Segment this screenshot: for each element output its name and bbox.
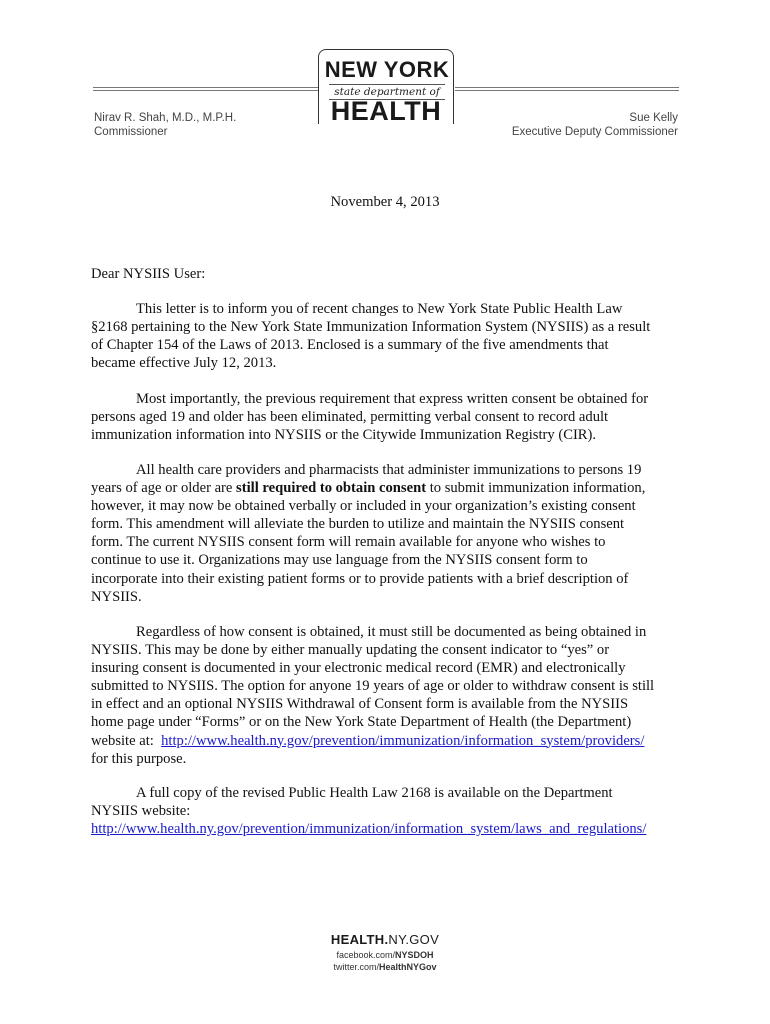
paragraph-line: insuring consent is documented in your electronic medical record (EMR) and electronically: [91, 660, 626, 677]
paragraph-line: in effect and an optional NYSIIS Withdrawal of Consent form is available from the NYSIIS: [91, 696, 629, 713]
paragraph-line: became effective July 12, 2013.: [91, 355, 277, 372]
laws-regulations-link[interactable]: http://www.health.ny.gov/prevention/immunization/information_system/laws_and_regulations/: [91, 821, 647, 838]
paragraph-line: of Chapter 154 of the Laws of 2013. Enclosed is a summary of the five amendments that: [91, 337, 609, 354]
paragraph-5: [91, 784, 681, 838]
providers-page-link[interactable]: http://www.health.ny.gov/prevention/immunization/information_system/providers/: [161, 732, 645, 749]
twitter-prefix: twitter.com/: [333, 962, 379, 972]
paragraph-line: for this purpose.: [91, 750, 187, 767]
footer: [0, 931, 770, 973]
paragraph-line: however, it may now be obtained verbally or included in your organization’s existing consent: [91, 498, 636, 515]
paragraph-1: [91, 300, 681, 372]
paragraph-line: Regardless of how consent is obtained, it must still be documented as being obtained in: [136, 624, 647, 640]
twitter-handle: HealthNYGov: [379, 962, 437, 972]
paragraph-line: This letter is to inform you of recent changes to New York State Public Health Law: [136, 301, 623, 317]
footer-website[interactable]: [0, 931, 770, 949]
paragraph-line: All health care providers and pharmacists that administer immunizations to persons 19: [136, 462, 642, 478]
text-run: website at:: [91, 732, 162, 749]
paragraph-line: NYSIIS.: [91, 588, 142, 605]
logo-new-york: NEW YORK: [324, 57, 450, 82]
paragraph-line: form. The current NYSIIS consent form will remain available for anyone who wishes to: [91, 534, 606, 551]
logo-health: HEALTH: [330, 96, 442, 126]
paragraph-line: [91, 479, 681, 497]
footer-twitter[interactable]: [0, 961, 770, 973]
paragraph-4: [91, 623, 681, 768]
deputy-title: Executive Deputy Commissioner: [511, 126, 678, 138]
footer-brand-rest: NY.GOV: [388, 932, 440, 947]
salutation: Dear NYSIIS User:: [91, 266, 206, 282]
paragraph-line: submitted to NYSIIS. The option for anyone 19 years of age or older to withdraw consent is still: [91, 678, 655, 695]
facebook-prefix: facebook.com/: [336, 950, 395, 960]
paragraph-line: [91, 820, 681, 838]
paragraph-line: [91, 732, 681, 750]
emphasis-still-required: still required to obtain consent: [236, 480, 427, 497]
paragraph-line: continue to use it. Organizations may use language from the NYSIIS consent form to: [91, 552, 588, 569]
paragraph-3: [91, 461, 681, 606]
text-run: to submit immunization information,: [426, 480, 646, 497]
paragraph-line: persons aged 19 and older has been eliminated, permitting verbal consent to record adult: [91, 409, 609, 426]
paragraph-line: Most importantly, the previous requirement that express written consent be obtained for: [136, 391, 649, 407]
paragraph-line: §2168 pertaining to the New York State Immunization Information System (NYSIIS) as a result: [91, 319, 651, 336]
letter-date: November 4, 2013: [330, 194, 440, 210]
footer-brand-bold: HEALTH.: [330, 932, 389, 947]
paragraph-line: home page under “Forms” or on the New York State Department of Health (the Department): [91, 714, 632, 731]
text-run: years of age or older are: [91, 480, 237, 497]
paragraph-line: immunization information into NYSIIS or the Citywide Immunization Registry (CIR).: [91, 427, 597, 444]
header-rule-left: [93, 87, 319, 88]
paragraph-line: form. This amendment will alleviate the burden to utilize and maintain the NYSIIS consent: [91, 516, 625, 533]
facebook-handle: NYSDOH: [395, 950, 434, 960]
paragraph-2: [91, 390, 681, 444]
footer-facebook[interactable]: [0, 949, 770, 961]
deputy-name: Sue Kelly: [629, 112, 678, 124]
paragraph-line: NYSIIS. This may be done by either manually updating the consent indicator to “yes” or: [91, 642, 610, 659]
commissioner-name: Nirav R. Shah, M.D., M.P.H.: [94, 112, 237, 124]
header-rule-right: [455, 87, 679, 88]
logo-state-department: state department of: [329, 84, 445, 100]
paragraph-line: A full copy of the revised Public Health Law 2168 is available on the Department: [136, 785, 613, 801]
paragraph-line: incorporate into their existing patient forms or to provide patients with a brief description of: [91, 570, 629, 587]
paragraph-line: NYSIIS website:: [91, 803, 191, 820]
commissioner-title: Commissioner: [94, 126, 168, 138]
